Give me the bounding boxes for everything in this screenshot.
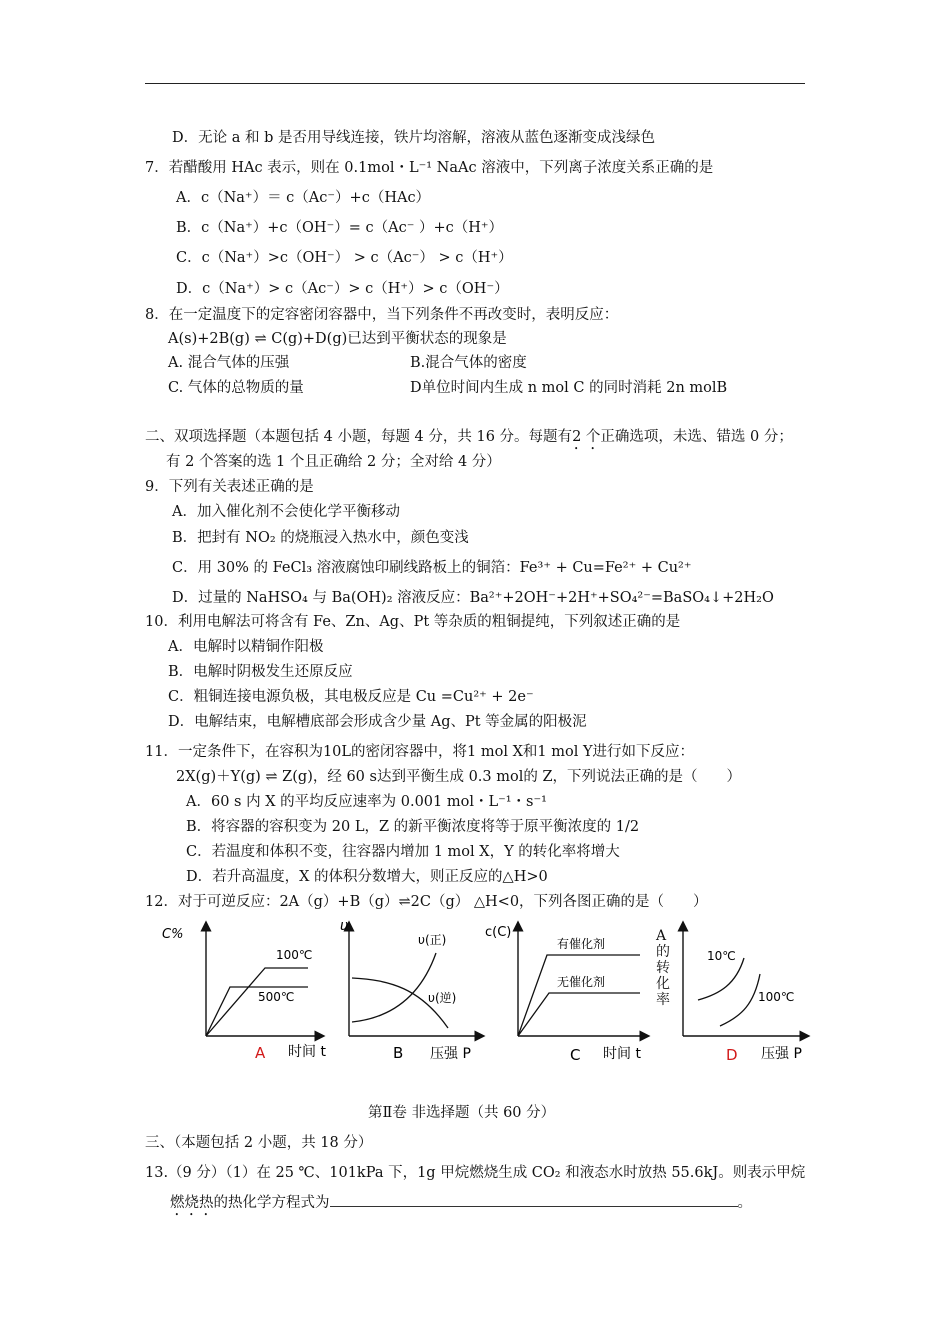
q9-stem: 9．下列有关表述正确的是 [145, 479, 314, 495]
graph-letter-c: C [570, 1046, 581, 1064]
q7-option-d: D．c（Na⁺）> c（Ac⁻）> c（H⁺）> c（OH⁻） [176, 281, 509, 297]
q9-option-c: C．用 30% 的 FeCl₃ 溶液腐蚀印刷线路板上的铜箔：Fe³⁺ + Cu=Fe²⁺ + Cu²⁺ [172, 560, 692, 576]
section2-line1-post: 正确选项，未选、错选 0 分； [600, 429, 793, 445]
graph-c [485, 918, 655, 1068]
label-500c: 500℃ [258, 990, 295, 1004]
graph-letter-b: B [393, 1044, 404, 1062]
q11-option-b: B．将容器的容积变为 20 L，Z 的新平衡浓度将等于原平衡浓度的 1/2 [186, 819, 640, 835]
x-axis-label: 时间 t [288, 1044, 326, 1060]
q7-option-c: C．c（Na⁺）>c（OH⁻） > c（Ac⁻） > c（H⁺） [176, 250, 513, 266]
curve-no-catalyst [518, 993, 640, 1036]
q11-stem: 11．一定条件下，在容积为10L的密闭容器中，将1 mol X和1 mol Y进行如下反应： [145, 744, 695, 760]
q8-option-d: D单位时间内生成 n mol C 的同时消耗 2n molB [410, 380, 728, 396]
q7-option-b: B．c（Na⁺）+c（OH⁻）= c（Ac⁻ ）+c（H⁺） [176, 220, 504, 236]
section2-emphasis: 2 个 [572, 429, 601, 445]
q7-stem: 7．若醋酸用 HAc 表示，则在 0.1mol・L⁻¹ NaAc 溶液中，下列离子浓度关系正确的是 [145, 160, 714, 176]
graph-a [160, 918, 330, 1068]
graph-d-y-label: A的转化率 [656, 928, 670, 1008]
q10-option-c: C．粗铜连接电源负极，其电极反应是 Cu =Cu²⁺ + 2e⁻ [168, 689, 534, 705]
y-axis-label: C% [162, 927, 184, 942]
graph-b [330, 918, 500, 1068]
q9-option-a: A．加入催化剂不会使化学平衡移动 [172, 504, 400, 520]
x-axis-label: 压强 P [761, 1046, 802, 1062]
q9-option-d: D．过量的 NaHSO₄ 与 Ba(OH)₂ 溶液反应：Ba²⁺+2OH⁻+2H⁺+SO₄²⁻=BaSO₄↓+2H₂O [172, 590, 774, 606]
y-axis-label: υ [340, 918, 349, 934]
q8-reaction: A(s)+2B(g) ⇌ C(g)+D(g)已达到平衡状态的现象是 [168, 331, 507, 347]
q10-option-a: A．电解时以精铜作阳极 [168, 639, 324, 655]
q8-option-b: B.混合气体的密度 [410, 355, 527, 371]
section2-line1-pre: 二、双项选择题（本题包括 4 小题，每题 4 分，共 16 分。每题有 [145, 429, 573, 445]
curve-100c [720, 974, 760, 1026]
q13-line2 [170, 1192, 752, 1219]
label-forward: υ(正) [418, 933, 447, 947]
q9-option-b: B．把封有 NO₂ 的烧瓶浸入热水中，颜色变浅 [172, 530, 469, 546]
label-no-catalyst: 无催化剂 [557, 975, 606, 989]
answer-blank[interactable] [330, 1192, 738, 1207]
q11-option-c: C．若温度和体积不变，往容器内增加 1 mol X，Y 的转化率将增大 [186, 844, 620, 860]
section3-title: 三、（本题包括 2 小题，共 18 分） [145, 1135, 373, 1151]
label-100c: 100℃ [758, 990, 795, 1004]
section2-line2: 有 2 个答案的选 1 个且正确给 2 分；全对给 4 分） [166, 454, 501, 470]
q13-emphasis: 燃烧热 [170, 1195, 214, 1211]
q11-option-d: D．若升高温度，X 的体积分数增大，则正反应的△H>0 [186, 869, 548, 885]
label-catalyst: 有催化剂 [557, 937, 606, 951]
q8-stem: 8．在一定温度下的定容密闭容器中，当下列条件不再改变时，表明反应： [145, 307, 619, 323]
section2-heading [145, 427, 793, 453]
graph-letter-a: A [255, 1044, 266, 1062]
q6-option-d: D．无论 a 和 b 是否用导线连接，铁片均溶解，溶液从蓝色逐渐变成浅绿色 [172, 130, 655, 146]
q11-option-a: A．60 s 内 X 的平均反应速率为 0.001 mol・L⁻¹・s⁻¹ [186, 794, 547, 810]
part2-title: 第Ⅱ卷 非选择题（共 60 分） [368, 1105, 556, 1121]
q8-option-a: A. 混合气体的压强 [168, 355, 290, 371]
curve-catalyst [518, 955, 640, 1036]
curve-forward [352, 953, 436, 1022]
label-100c: 100℃ [276, 948, 313, 962]
graph-d [650, 918, 815, 1068]
q10-option-b: B．电解时阴极发生还原反应 [168, 664, 353, 680]
label-10c: 10℃ [707, 949, 736, 963]
graph-letter-d: D [726, 1046, 738, 1064]
q13-line2-end: 。 [737, 1195, 752, 1211]
q13-line1: 13.（9 分）（1）在 25 ℃、101kPa 下，1g 甲烷燃烧生成 CO₂ 和液态水时放热 55.6kJ。则表示甲烷 [145, 1165, 806, 1181]
q13-line2-rest: 的热化学方程式为 [213, 1195, 330, 1211]
q10-stem: 10．利用电解法可将含有 Fe、Zn、Ag、Pt 等杂质的粗铜提纯，下列叙述正确的是 [145, 614, 681, 630]
q11-reaction: 2X(g)＋Y(g) ⇌ Z(g)，经 60 s达到平衡生成 0.3 mol的 Z，下列说法正确的是（ ） [176, 769, 742, 785]
label-reverse: υ(逆) [428, 991, 457, 1005]
header-rule [145, 83, 805, 84]
q8-option-c: C. 气体的总物质的量 [168, 380, 304, 396]
x-axis-label: 压强 P [430, 1046, 471, 1062]
q7-option-a: A．c（Na⁺）＝ c（Ac⁻）+c（HAc） [176, 190, 431, 206]
q10-option-d: D．电解结束，电解槽底部会形成含少量 Ag、Pt 等金属的阳极泥 [168, 714, 587, 730]
curve-10c [698, 958, 744, 1000]
q12-stem: 12．对于可逆反应：2A（g）+B（g）⇌2C（g） △H<0，下列各图正确的是（ ） [145, 894, 708, 910]
y-axis-label: c(C) [485, 925, 512, 940]
x-axis-label: 时间 t [603, 1046, 641, 1062]
